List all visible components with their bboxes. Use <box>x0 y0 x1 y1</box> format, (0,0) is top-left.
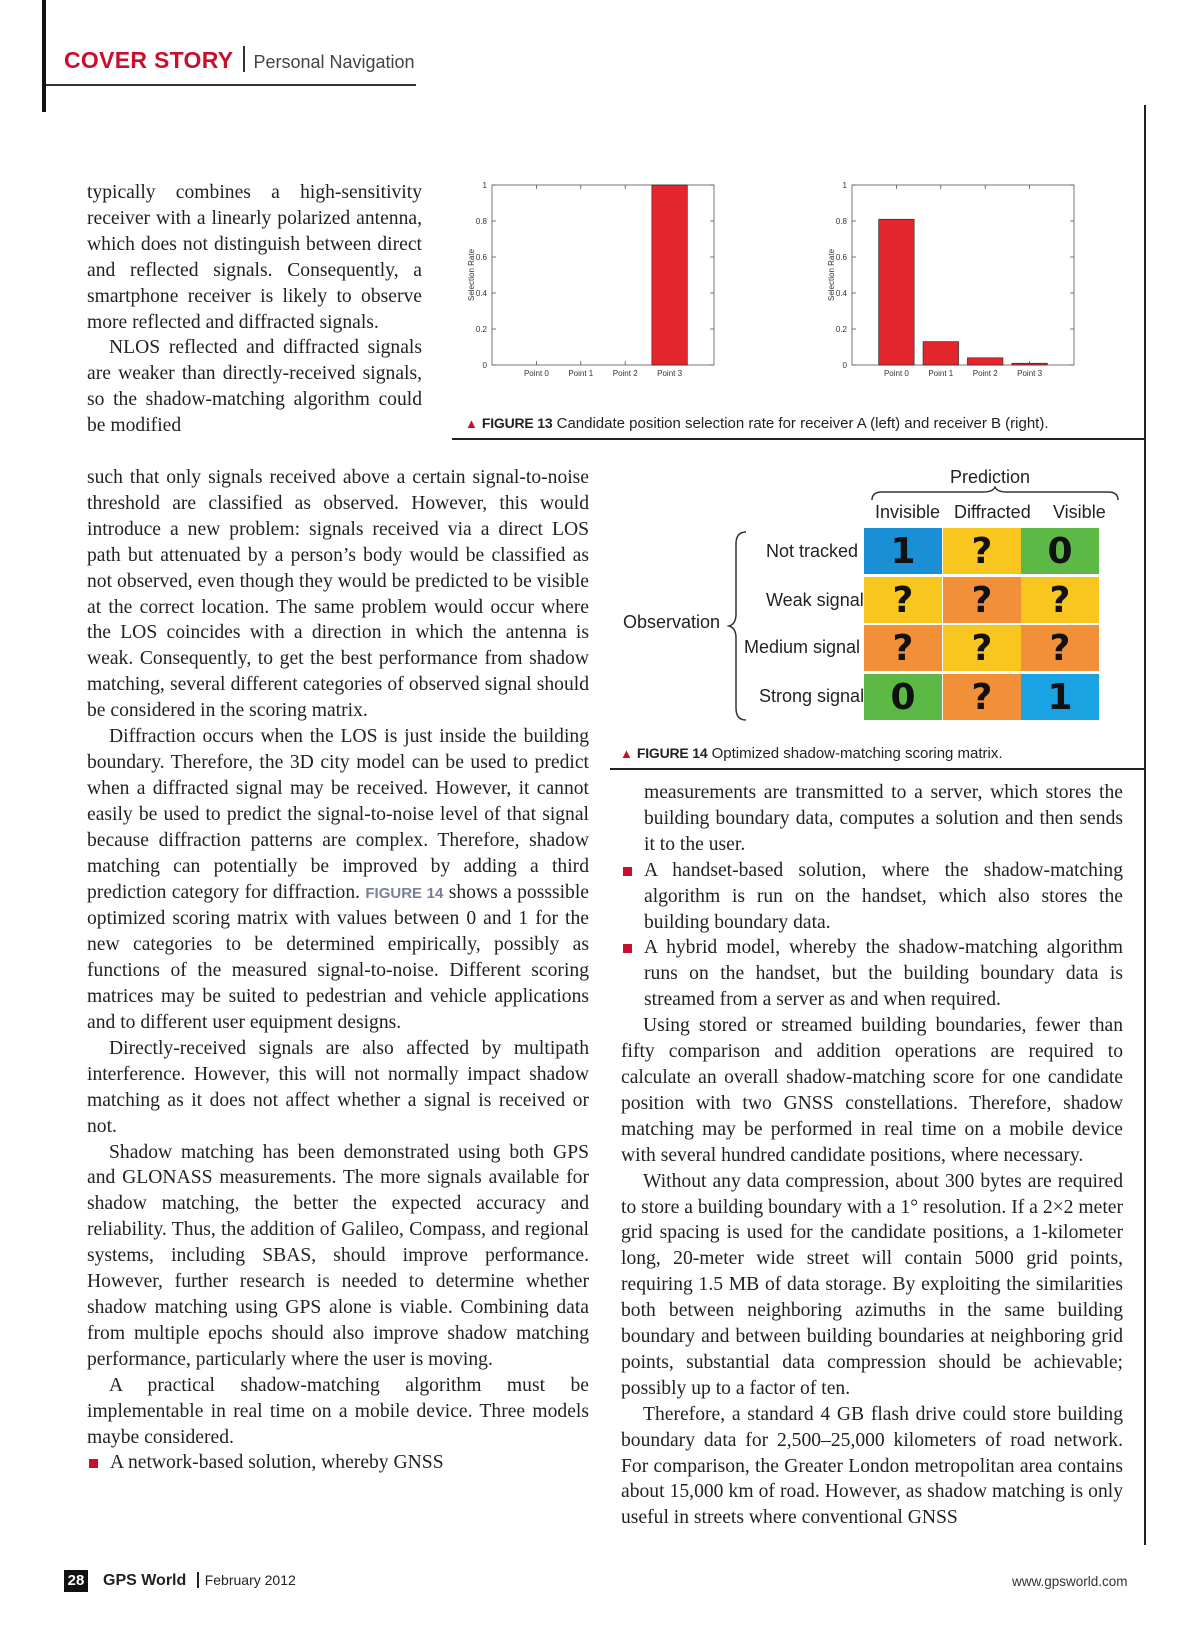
header-rule <box>46 84 416 86</box>
paragraph: A practical shadow-matching algorithm must be implementable in real time on a mobile device. Three models maybe considered. <box>87 1374 589 1448</box>
x-tick-label: Point 0 <box>523 369 549 378</box>
column-header-invisible: Invisible <box>875 502 941 522</box>
x-tick-label: Point 3 <box>1017 369 1043 378</box>
paragraph <box>87 724 589 1036</box>
matrix-cell: ? <box>943 528 1021 574</box>
footer-url[interactable]: www.gpsworld.com <box>1012 1574 1128 1589</box>
caption-triangle-icon: ▲ <box>465 416 478 431</box>
y-tick-label: 0 <box>482 361 487 370</box>
y-axis-label: Selection Rate <box>467 248 476 302</box>
row-label-not-tracked: Not tracked <box>766 541 859 561</box>
x-tick-label: Point 2 <box>612 369 638 378</box>
matrix-cell: ? <box>1021 577 1099 623</box>
header-divider <box>243 46 245 72</box>
prediction-brace <box>870 486 1120 502</box>
y-tick-label: 0 <box>842 361 847 370</box>
y-tick-label: 0.4 <box>835 289 847 298</box>
paragraph: NLOS reflected and diffracted signals are weaker than directly-received signals, so the shadow-matching algorithm could be modified <box>87 337 422 437</box>
bullet-item: A network-based solution, whereby GNSS <box>87 1450 589 1476</box>
bullet-item: A hybrid model, whereby the shadow-matching algorithm runs on the handset, but the building boundary data is streamed from a server as and when required. <box>621 935 1123 1013</box>
y-tick-label: 0.8 <box>475 217 487 226</box>
figure13-caption <box>465 415 1049 432</box>
paragraph: Using stored or streamed building boundaries, fewer than fifty comparison and addition operations are required to calculate an overall shadow-matching score for one candidate position with two GNSS constellations. Therefore, shadow matching may be performed in real time on a mobile device with several hundred candidate positions, where necessary. <box>621 1015 1123 1166</box>
y-axis-label: Selection Rate <box>827 248 836 302</box>
y-tick-label: 0.4 <box>475 289 487 298</box>
paragraph: Therefore, a standard 4 GB flash drive could store building boundary data for 2,500–25,000 kilometers of road network. For comparison, the Greater London metropolitan area contains about 15,000 km of road. However, as shadow matching is only useful in streets where conventional GNSS <box>621 1403 1123 1529</box>
figure-reference[interactable]: FIGURE 14 <box>365 884 444 902</box>
column-header-visible: Visible <box>1053 502 1106 522</box>
matrix-cell: 0 <box>864 674 942 720</box>
figure-rule <box>610 768 1144 770</box>
figure14-caption <box>620 745 1003 762</box>
row-label-medium-signal: Medium signal <box>744 637 861 657</box>
y-tick-label: 0.2 <box>475 325 487 334</box>
issue-date: February 2012 <box>204 1572 296 1588</box>
footer-divider <box>197 1572 199 1588</box>
paragraph: such that only signals received above a certain signal-to-noise threshold are classified as observed. However, this would introduce a new problem: signals received via a direct LOS path but attenuated by a person’s body would be classified as not observed, even though they would be predicted to be visible at the correct location. The same problem would occur where the LOS coincides with a direction in which the antenna is weak. Consequently, to get the best performance from shadow matching, several different categories of observed signal should be considered in the scoring matrix. <box>87 467 589 722</box>
matrix-cell: 1 <box>1021 674 1099 720</box>
bar <box>1012 363 1048 365</box>
subsection-title: Personal Navigation <box>253 52 415 72</box>
x-tick-label: Point 0 <box>883 369 909 378</box>
figure-rule <box>452 438 1144 440</box>
matrix-cell: ? <box>943 625 1021 671</box>
section-header <box>64 46 415 74</box>
row-label-weak-signal: Weak signal <box>766 590 864 610</box>
observation-title: Observation <box>623 612 721 632</box>
bar-chart-receiver-b <box>822 180 1102 395</box>
right-column <box>621 780 1123 1531</box>
section-title: COVER STORY <box>64 47 234 73</box>
paragraph: Directly-received signals are also affected by multipath interference. However, this will not normally impact shadow matching as it does not affect whether a signal is received or not. <box>87 1037 589 1137</box>
magazine-name: GPS World <box>103 1572 187 1589</box>
y-tick-label: 0.6 <box>835 253 847 262</box>
figure-label: FIGURE 13 <box>481 415 553 431</box>
y-tick-label: 0.2 <box>835 325 847 334</box>
matrix-cell: ? <box>1021 625 1099 671</box>
paragraph: Shadow matching has been demonstrated using both GPS and GLONASS measurements. The more signals available for shadow matching, the better the expected accuracy and reliability. Thus, the addition of Galileo, Compass, and regional systems, including SBAS, should improve performance. However, further research is needed to determine whether shadow matching using GPS alone is viable. Combining data from multiple epochs should also improve shadow matching performance, particularly where the user is moving. <box>87 1141 589 1370</box>
bar <box>879 219 915 365</box>
figure-label: FIGURE 14 <box>636 745 708 761</box>
row-label-strong-signal: Strong signal <box>759 686 865 706</box>
bar <box>652 185 688 365</box>
column-rule <box>1144 105 1146 1545</box>
paragraph-text: Diffraction occurs when the LOS is just inside the building boundary. Therefore, the 3D city model can be used to predict when a diffracted signal may be received. However, it cannot easily be used to predict the signal-to-noise level of that signal because diffraction patterns are complex. Therefore, shadow matching can potentially be improved by adding a third prediction category for diffraction. <box>87 726 589 903</box>
matrix-cell: 0 <box>1021 528 1099 574</box>
prediction-title: Prediction <box>950 467 1031 487</box>
x-tick-label: Point 1 <box>568 369 594 378</box>
bar <box>967 358 1003 365</box>
bar-chart-receiver-a <box>462 180 742 395</box>
y-tick-label: 1 <box>482 181 487 190</box>
matrix-cell: ? <box>864 625 942 671</box>
matrix-cell: ? <box>864 577 942 623</box>
paragraph: typically combines a high-sensitivity receiver with a linearly polarized antenna, which does not distinguish between direct and reflected signals. Consequently, a smartphone receiver is likely to observe more reflected and diffracted signals. <box>87 182 422 333</box>
caption-triangle-icon: ▲ <box>620 746 633 761</box>
matrix-cell: ? <box>943 674 1021 720</box>
page-number: 28 <box>64 1570 88 1592</box>
y-tick-label: 1 <box>842 181 847 190</box>
column-header-diffracted: Diffracted <box>954 502 1031 522</box>
observation-brace <box>726 530 748 722</box>
matrix-cell: ? <box>943 577 1021 623</box>
caption-text: Optimized shadow-matching scoring matrix. <box>711 745 1003 762</box>
y-tick-label: 0.8 <box>835 217 847 226</box>
header-bar <box>42 0 46 112</box>
paragraph-text: shows a posssible optimized scoring matrix with values between 0 and 1 for the new categories to be determined empirically, possibly as functions of the measured signal-to-noise. Different scoring matrices may be suited to pedestrian and vehicle applications and to different user equipment designs. <box>87 881 589 1034</box>
x-tick-label: Point 1 <box>928 369 954 378</box>
bullet-item: A handset-based solution, where the shadow-matching algorithm is run on the handset, which also stores the building boundary data. <box>621 858 1123 936</box>
matrix-cell: 1 <box>864 528 942 574</box>
left-column-bottom <box>87 465 589 1476</box>
x-tick-label: Point 3 <box>657 369 683 378</box>
y-tick-label: 0.6 <box>475 253 487 262</box>
paragraph: Without any data compression, about 300 bytes are required to store a building boundary with a 1° resolution. If a 2×2 meter grid spacing is used for the candidate positions, a 1-kilometer long, 20-meter wide street will contain 5000 grid points, requiring 1.5 MB of data storage. By exploiting the similarities both between neighboring azimuths in the same building boundary and between building boundaries at neighboring grid points, substantial data compression should be achievable; possibly up to a factor of ten. <box>621 1170 1123 1399</box>
x-tick-label: Point 2 <box>972 369 998 378</box>
bar <box>923 342 959 365</box>
paragraph: measurements are transmitted to a server, which stores the building boundary data, computes a solution and then sends it to the user. <box>644 782 1123 855</box>
footer-masthead <box>103 1572 296 1590</box>
caption-text: Candidate position selection rate for receiver A (left) and receiver B (right). <box>556 415 1049 432</box>
left-column-top <box>87 180 422 439</box>
